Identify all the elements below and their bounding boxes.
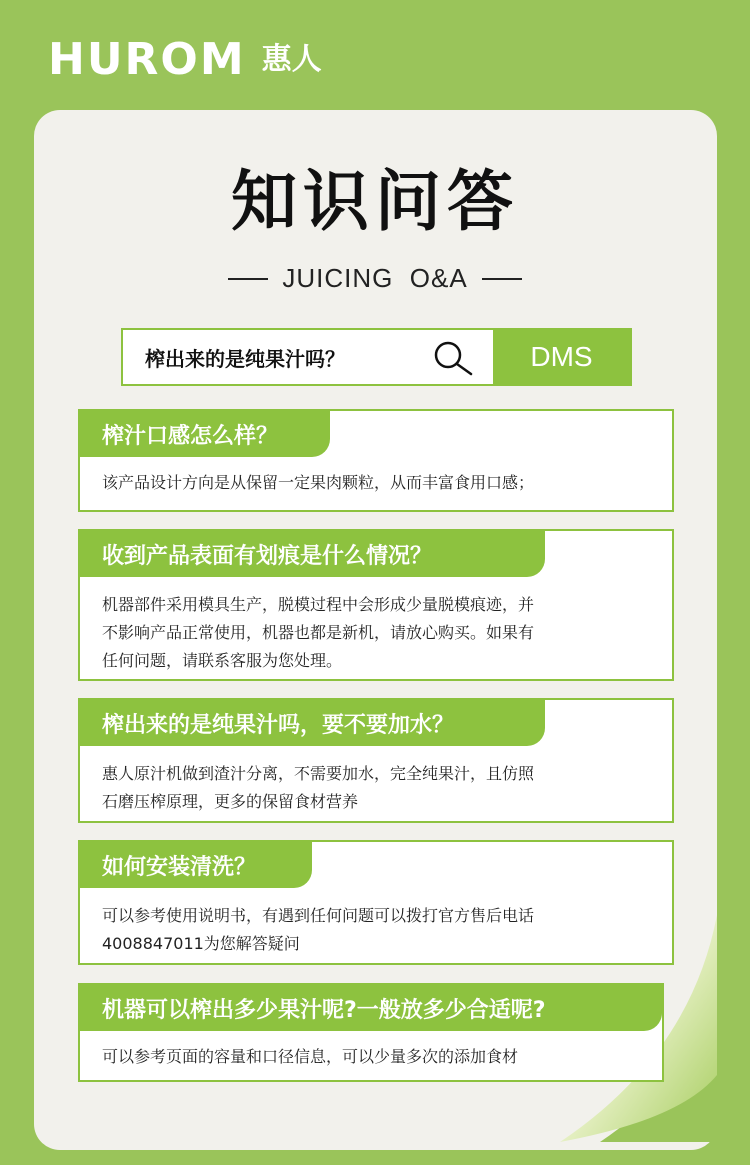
faq-answer-line: 石磨压榨原理，更多的保留食材营养 <box>102 792 359 811</box>
page-subtitle: JUICING O&A <box>282 263 468 293</box>
faq-answer: 可以参考页面的容量和口径信息，可以少量多次的添加食材 <box>102 1047 519 1066</box>
faq-question: 收到产品表面有划痕是什么情况？ <box>80 531 545 577</box>
faq-answer-line: 4008847011为您解答疑问 <box>102 934 300 953</box>
faq-answer-line: 不影响产品正常使用，机器也都是新机，请放心购买。如果有 <box>102 623 535 642</box>
faq-question: 榨汁口感怎么样？ <box>80 411 330 457</box>
faq-answer-line: 机器部件采用模具生产，脱模过程中会形成少量脱模痕迹，并 <box>102 595 535 614</box>
faq-question: 如何安装清洗？ <box>80 842 312 888</box>
brand-name-cn: 惠人 <box>261 42 322 77</box>
faq-answer-line: 可以参考使用说明书，有遇到任何问题可以拨打官方售后电话 <box>102 906 535 925</box>
faq-answer: 该产品设计方向是从保留一定果肉颗粒，从而丰富食用口感； <box>102 473 535 492</box>
subtitle-divider-right <box>482 278 522 280</box>
faq-question: 机器可以榨出多少果汁呢?一般放多少合适呢? <box>80 985 662 1031</box>
faq-item <box>78 698 674 823</box>
search-icon[interactable] <box>433 340 473 376</box>
faq-item <box>78 409 674 512</box>
faq-question: 榨出来的是纯果汁吗，要不要加水？ <box>80 700 545 746</box>
faq-item <box>78 983 664 1082</box>
faq-answer <box>102 760 652 816</box>
faq-answer <box>102 591 652 675</box>
subtitle-row <box>0 263 750 294</box>
brand-header <box>48 34 322 85</box>
page-title: 知识问答 <box>231 163 519 240</box>
faq-answer-line: 任何问题，请联系客服为您处理。 <box>102 651 343 670</box>
faq-answer <box>102 902 652 958</box>
faq-item <box>78 529 674 681</box>
search-input[interactable]: 榨出来的是纯果汁吗？ <box>145 346 345 371</box>
search-button[interactable]: DMS <box>493 330 630 384</box>
faq-item <box>78 840 674 965</box>
faq-answer-line: 惠人原汁机做到渣汁分离，不需要加水，完全纯果汁，且仿照 <box>102 764 535 783</box>
search-bar <box>121 328 632 386</box>
brand-logo: HUROM <box>48 34 246 85</box>
subtitle-divider-left <box>228 278 268 280</box>
